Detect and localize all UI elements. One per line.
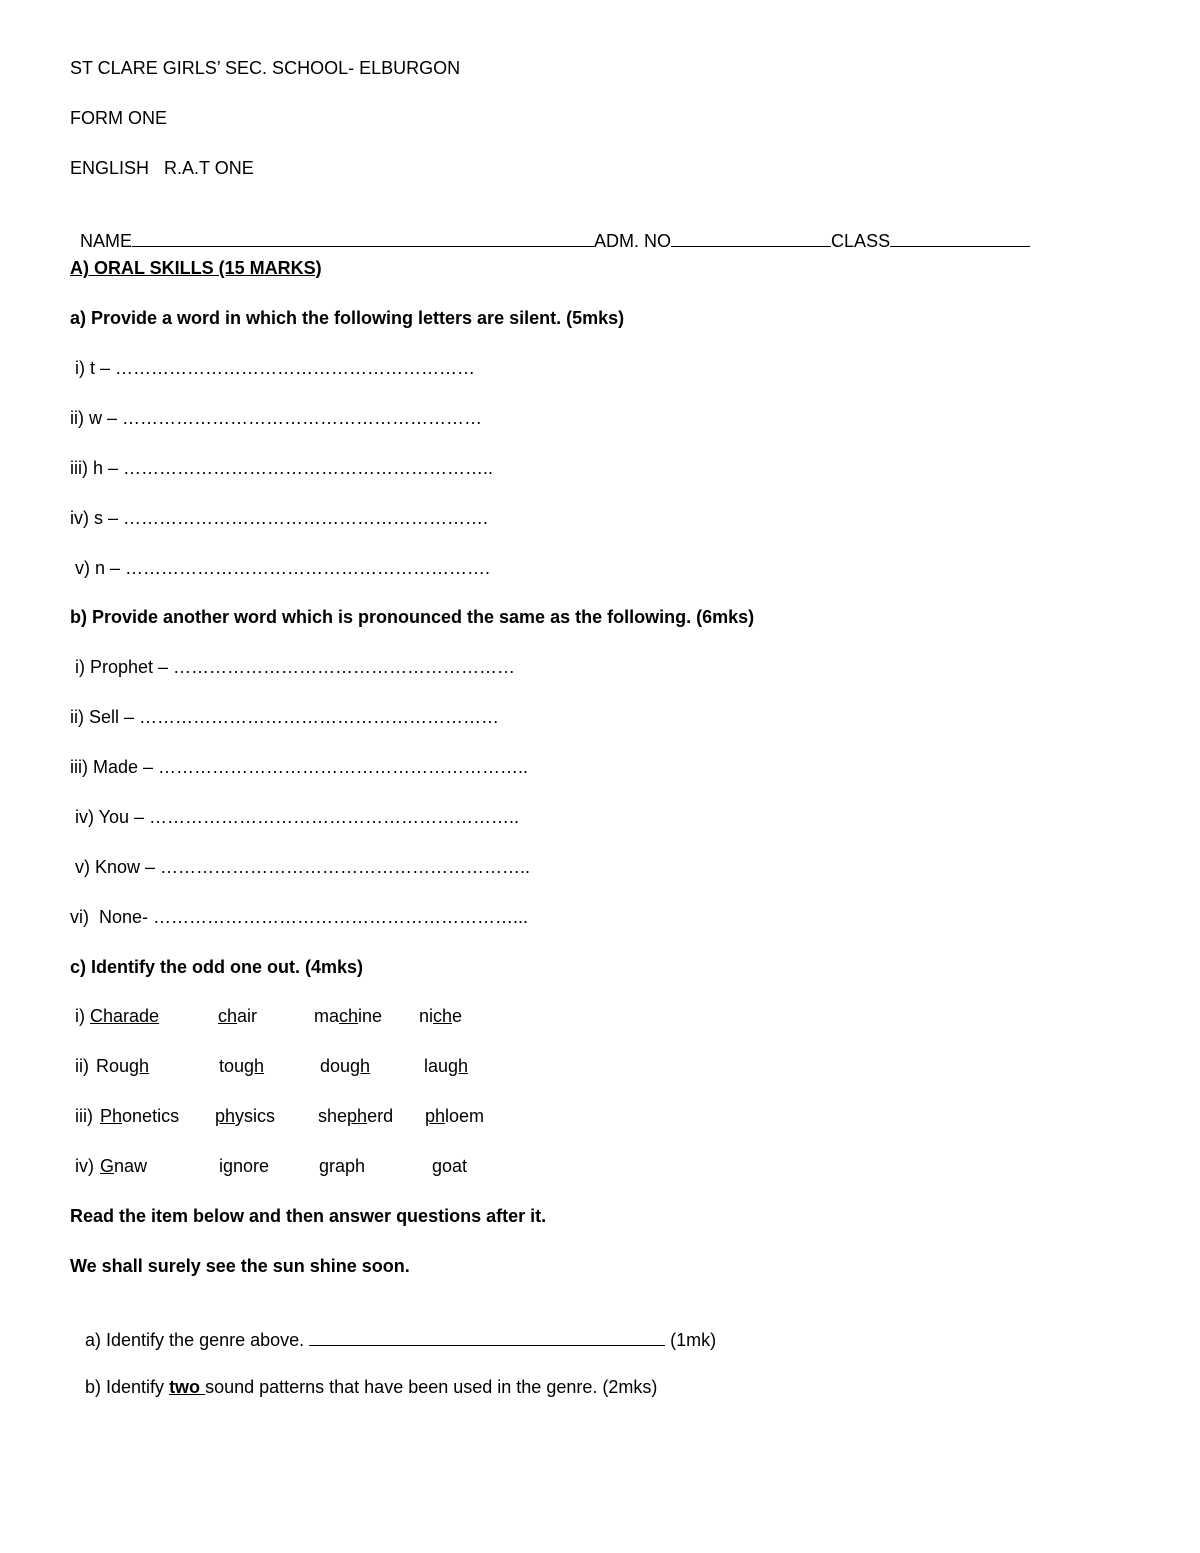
word-part-post: onetics	[122, 1106, 180, 1126]
word-part-pre: dou	[320, 1056, 351, 1076]
odd-one-out-label: ii)	[70, 1056, 94, 1076]
question-b-item: iii) Made – ……………………………………………………..	[70, 757, 529, 777]
odd-one-out-word	[219, 1055, 264, 1077]
question-a-item: v) n – …………………………………………………….	[70, 558, 491, 578]
reading-question-b-post: sound patterns that have been used in the genre. (2mks)	[205, 1377, 658, 1397]
name-label: NAME	[80, 231, 133, 251]
word-part-post: erd	[367, 1106, 394, 1126]
adm-label: ADM. NO	[594, 231, 672, 251]
reading-question-b	[70, 1354, 657, 1398]
odd-one-out-word	[432, 1155, 467, 1177]
odd-one-out-word	[100, 1105, 179, 1127]
exam-title: ENGLISH R.A.T ONE	[70, 158, 254, 178]
genre-answer-field[interactable]	[309, 1327, 665, 1346]
question-b-item: v) Know – ……………………………………………………..	[70, 857, 531, 877]
word-part-pre: Rou	[96, 1056, 130, 1076]
odd-one-out-word	[215, 1105, 275, 1127]
odd-one-out-word	[100, 1155, 147, 1177]
form-label: FORM ONE	[70, 108, 167, 128]
word-part-mid: gh	[129, 1056, 150, 1076]
question-a-item: ii) w – ……………………………………………………	[70, 408, 483, 428]
odd-one-out-word	[419, 1005, 462, 1027]
question-a-item: iv) s – …………………………………………………….	[70, 508, 489, 528]
word-part-post: loem	[445, 1106, 485, 1126]
class-field[interactable]	[890, 228, 1030, 247]
word-part-post: oat	[442, 1156, 468, 1176]
odd-one-out-word	[424, 1055, 468, 1077]
question-a-prompt: a) Provide a word in which the following letters are silent. (5mks)	[70, 308, 625, 328]
word-part-mid: gh	[448, 1056, 469, 1076]
word-part-mid: ch	[218, 1006, 238, 1026]
word-part-mid: g	[432, 1156, 443, 1176]
odd-one-out-word	[218, 1005, 257, 1027]
word-part-mid: G	[100, 1156, 115, 1176]
odd-one-out-label: iii)	[70, 1106, 98, 1126]
word-part-mid: ph	[215, 1106, 236, 1126]
odd-one-out-word	[320, 1055, 370, 1077]
word-part-mid: ch	[433, 1006, 453, 1026]
odd-one-out-word	[425, 1105, 484, 1127]
reading-question-b-pre: b) Identify	[80, 1377, 170, 1397]
odd-one-out-word	[219, 1155, 269, 1177]
word-part-mid: ph	[425, 1106, 446, 1126]
reading-question-a-text: a) Identify the genre above.	[80, 1330, 310, 1350]
adm-field[interactable]	[671, 228, 831, 247]
word-part-post: air	[237, 1006, 258, 1026]
word-part-mid: gh	[244, 1056, 265, 1076]
question-b-item: iv) You – ……………………………………………………..	[70, 807, 520, 827]
word-part-pre: ni	[419, 1006, 434, 1026]
question-b-item: vi) None- ……………………………………………………...	[70, 907, 529, 927]
word-part-pre: i	[219, 1156, 223, 1176]
odd-one-out-word	[96, 1055, 149, 1077]
question-b-item: i) Prophet – …………………………………………………	[70, 657, 516, 677]
word-part-post: ysics	[235, 1106, 276, 1126]
word-part-post: raph	[329, 1156, 366, 1176]
word-part-post: nore	[233, 1156, 270, 1176]
section-a-title: A) ORAL SKILLS (15 MARKS)	[70, 258, 322, 278]
word-part-pre: tou	[219, 1056, 245, 1076]
word-part-pre: ma	[314, 1006, 340, 1026]
student-details-row	[70, 206, 1030, 252]
word-part-mid: Ph	[100, 1106, 123, 1126]
reading-question-a	[70, 1305, 716, 1351]
odd-one-out-word	[90, 1005, 159, 1027]
word-part-pre: lau	[424, 1056, 449, 1076]
odd-one-out-label: iv)	[70, 1156, 99, 1176]
class-label: CLASS	[831, 231, 891, 251]
word-part-pre: she	[318, 1106, 348, 1126]
word-part-post: ine	[358, 1006, 383, 1026]
reading-item: We shall surely see the sun shine soon.	[70, 1256, 410, 1276]
question-b-item: ii) Sell – ……………………………………………………	[70, 707, 500, 727]
odd-one-out-word	[318, 1105, 393, 1127]
word-part-mid: ch	[339, 1006, 359, 1026]
question-b-prompt: b) Provide another word which is pronounced the same as the following. (6mks)	[70, 607, 755, 627]
reading-question-b-emphasis: two	[169, 1377, 206, 1397]
question-a-item: iii) h – ……………………………………………………..	[70, 458, 494, 478]
question-a-item: i) t – ……………………………………………………	[70, 358, 476, 378]
word-part-mid: ph	[347, 1106, 368, 1126]
reading-instruction: Read the item below and then answer questions after it.	[70, 1206, 547, 1226]
odd-one-out-word	[319, 1155, 365, 1177]
word-part-post: e	[452, 1006, 463, 1026]
question-c-prompt: c) Identify the odd one out. (4mks)	[70, 957, 364, 977]
reading-question-a-marks: (1mk)	[665, 1330, 717, 1350]
odd-one-out-label: i)	[70, 1006, 90, 1026]
word-part-mid: gh	[350, 1056, 371, 1076]
school-name: ST CLARE GIRLS’ SEC. SCHOOL- ELBURGON	[70, 58, 461, 78]
word-part-mid: Charade	[90, 1006, 160, 1026]
word-part-mid: g	[223, 1156, 234, 1176]
odd-one-out-word	[314, 1005, 382, 1027]
name-field[interactable]	[132, 228, 594, 247]
word-part-post: naw	[114, 1156, 148, 1176]
word-part-mid: g	[319, 1156, 330, 1176]
